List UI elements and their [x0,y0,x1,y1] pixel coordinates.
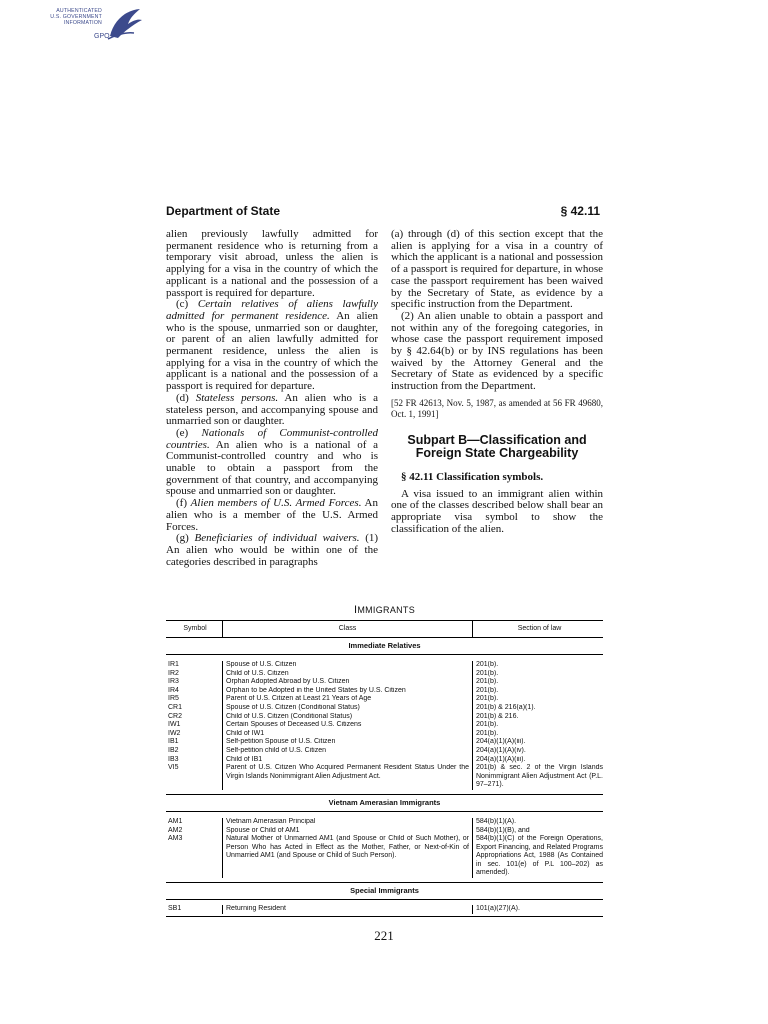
section-of-law-cell: 101(a)(27)(A). [476,905,520,913]
table-group-body [166,655,603,795]
eagle-icon [104,6,144,42]
table-group-title: Vietnam Amerasian Immigrants [166,795,603,812]
seal-line: INFORMATION [63,20,102,27]
class-cell: Vietnam Amerasian Principal [226,817,316,825]
symbol-cell: VI5 [168,764,179,772]
section-of-law-cell: 201(b). [476,678,499,686]
section-of-law-cell: 201(b). [476,669,499,677]
gpo-authentication-seal [40,6,144,46]
section-of-law-cell: 201(b) & sec. 2 of the Virgin Islands Nonimmigrant Alien Adjustment Act (P.L. 97–271). [476,764,603,789]
section-of-law-cell: 204(a)(1)(A)(iii). [476,738,526,746]
paragraph: A visa issued to an immigrant alien within one of the classes described below shall bear an appropriate visa symbol to show the classification of the alien. [391,487,603,535]
section-of-law-cell: 204(a)(1)(A)(iii). [476,755,526,763]
symbol-cell: IR5 [168,695,179,703]
section-heading: § 42.11 Classification symbols. [401,470,544,483]
table-header-row [166,620,603,638]
section-of-law-cell: 201(b). [476,729,499,737]
paragraph-e: (e) Nationals of Communist-controlled countries. An alien who is a national of a Communist-controlled country and who is unable to obtain a passport from the government of that country, and accompanying spouse and unmarried son or daughter. [166,426,378,498]
class-cell: Spouse of U.S. Citizen [226,661,297,668]
symbol-cell: IR1 [168,661,179,668]
section-of-law-cell: 201(b). [476,686,499,694]
table-group-body [166,812,603,883]
class-cell: Spouse of U.S. Citizen (Conditional Status) [226,703,360,711]
right-text-column [391,229,603,535]
class-cell: Self-petition Spouse of U.S. Citizen [226,738,336,746]
page-number: 221 [374,928,394,943]
symbol-cell: IR4 [168,686,179,694]
table-group-title: Special Immigrants [166,883,603,900]
seal-line: AUTHENTICATED [56,8,102,14]
section-of-law-cell: 584(b)(1)(A). [476,817,517,825]
running-head-agency: Department of State [166,204,281,218]
paragraph-d: (d) Stateless persons. An alien who is a stateless person, and accompanying spouse and unmarried son or daughter. [166,391,378,428]
class-cell: Child of IB1 [226,755,263,763]
column-header-section-of-law: Section of law [472,621,603,637]
symbol-cell: IW2 [168,729,181,737]
paragraph: (a) through (d) of this section except that the alien is applying for a visa in a country of which the applicant is a national and possession of a passport is required for departure, in whose case the passport requirement has been waived by the Secretary of State, as evidence by a specific instruction from the Department. [391,228,603,311]
symbol-cell: IR3 [168,678,179,686]
symbol-cell: IW1 [168,721,181,729]
paragraph-f: (f) Alien members of U.S. Armed Forces. An alien who is a member of the U.S. Armed Forces. [166,497,378,533]
class-cell: Parent of U.S. Citizen Who Acquired Permanent Resident Status Under the Virgin Islands Nonimmigrant Alien Adjustment Act. [226,764,469,780]
section-of-law-cell: 201(b). [476,695,499,703]
paragraph-g: (g) Beneficiaries of individual waivers. (1) An alien who would be within one of the categories described in paragraphs [166,532,379,568]
section-of-law-cell: 201(b) & 216. [476,712,519,720]
paragraph: alien previously lawfully admitted for permanent residence who is returning from a temporary visit abroad, unless the alien is applying for a visa in the country of which the applicant is a national and the possession of a passport is required for departure. [166,228,378,299]
section-of-law-cell: 201(b). [476,661,499,668]
class-cell: Self-petition child of U.S. Citizen [226,746,326,754]
column-header-symbol: Symbol [183,624,207,632]
class-cell: Child of IW1 [226,729,265,737]
table-body [166,638,603,917]
class-cell: Natural Mother of Unmarried AM1 (and Spouse or Child of Such Mother), or Person Who has Acted in Effect as the Mother, Father, or Next-of-Kin of Unmarried AM1 (and Spouse or Child of Such Person). [226,835,469,860]
class-cell: Orphan Adopted Abroad by U.S. Citizen [226,678,350,686]
source-citation: [52 FR 42613, Nov. 5, 1987, as amended at 56 FR 49680, Oct. 1, 1991] [391,397,603,419]
class-cell: Child of U.S. Citizen [226,669,289,677]
paragraph-c: (c) Certain relatives of aliens lawfully admitted for permanent residence. An alien who is the spouse, unmarried son or daughter, or parent of an alien lawfully admitted for permanent residence, unless the alien is applying for a visa in the country of which the applicant is a national and the possession of a passport is required for departure. [166,298,379,393]
section-of-law-cell: 201(b). [476,721,499,729]
immigrant-classification-table [166,620,603,917]
seal-text [40,8,102,27]
class-cell: Orphan to be Adopted in the United States by U.S. Citizen [226,686,406,694]
section-of-law-cell: 201(b) & 216(a)(1). [476,703,536,711]
paragraph: (2) An alien unable to obtain a passport and not within any of the foregoing categories, in whose case the passport requirement imposed by § 42.64(b) or by INS regulations has been waived by the Attorney General and the Secretary of State as evidenced by a specific instruction from the Department. [391,309,603,393]
section-of-law-cell: 584(b)(1)(C) of the Foreign Operations, Export Financing, and Related Programs Appropriations Act, 1988 (As Contained in sec. 101(e) of P.L 100–202) as amended). [476,835,603,877]
symbol-cell: IB2 [168,746,179,754]
class-cell: Spouse or Child of AM1 [226,826,300,834]
section-of-law-cell: 584(b)(1)(B), and [476,826,530,834]
class-cell: Returning Resident [226,905,286,913]
class-cell: Child of U.S. Citizen (Conditional Status) [226,712,353,720]
symbol-cell: IB1 [168,738,179,746]
table-caption: IMMIGRANTS [353,604,416,616]
table-group-title: Immediate Relatives [166,638,603,655]
symbol-cell: AM2 [168,826,183,834]
running-head-section: § 42.11 [560,204,600,218]
subpart-title: Subpart B—Classification and Foreign State Chargeability [407,432,587,460]
section-of-law-cell: 204(a)(1)(A)(iv). [476,746,526,754]
class-cell: Parent of U.S. Citizen at Least 21 Years of Age [226,695,372,703]
class-cell: Certain Spouses of Deceased U.S. Citizens [226,721,362,729]
column-header-class: Class [222,621,472,637]
symbol-cell: AM3 [168,835,183,843]
left-text-column [166,229,378,568]
seal-line: U.S. GOVERNMENT [50,14,102,21]
seal-gpo-label: GPO [94,33,110,40]
symbol-cell: IR2 [168,669,179,677]
table-group-body [166,900,603,917]
symbol-cell: SB1 [168,905,182,913]
symbol-cell: CR1 [168,703,183,711]
symbol-cell: CR2 [168,712,183,720]
symbol-cell: IB3 [168,755,179,763]
symbol-cell: AM1 [168,817,183,825]
